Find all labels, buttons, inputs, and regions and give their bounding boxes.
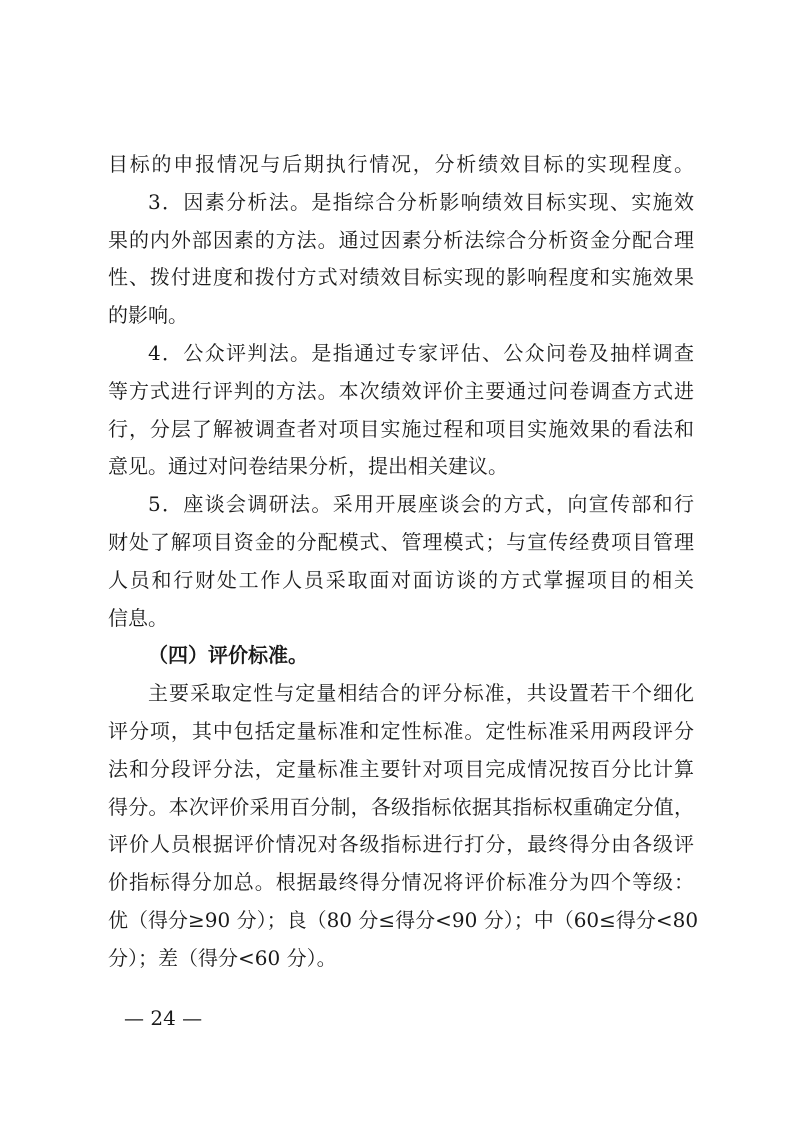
- paragraph-line: 分）；差（得分<60 分）。: [108, 945, 337, 970]
- paragraph-line: 主要采取定性与定量相结合的评分标准，共设置若干个细化: [148, 681, 694, 706]
- paragraph-line: 的影响。: [108, 303, 188, 328]
- paragraph-line: 果的内外部因素的方法。通过因素分析法综合分析资金分配合理: [108, 227, 694, 252]
- paragraph-line: 3．因素分析法。是指综合分析影响绩效目标实现、实施效: [148, 189, 694, 214]
- page-number: — 24 —: [124, 1006, 203, 1030]
- paragraph-line: 评价人员根据评价情况对各级指标进行打分，最终得分由各级评: [108, 832, 694, 857]
- paragraph-line: 法和分段评分法，定量标准主要针对项目完成情况按百分比计算: [108, 756, 694, 781]
- paragraph-line: 财处了解项目资金的分配模式、管理模式；与宣传经费项目管理: [108, 529, 694, 554]
- paragraph-line: 行，分层了解被调查者对项目实施过程和项目实施效果的看法和: [108, 416, 694, 441]
- paragraph-line: 得分。本次评价采用百分制，各级指标依据其指标权重确定分值，: [108, 794, 694, 819]
- paragraph-line: 信息。: [108, 605, 168, 630]
- paragraph-line: 人员和行财处工作人员采取面对面访谈的方式掌握项目的相关: [108, 567, 694, 592]
- paragraph-line: 评分项，其中包括定量标准和定性标准。定性标准采用两段评分: [108, 718, 694, 743]
- paragraph-line: 等方式进行评判的方法。本次绩效评价主要通过问卷调查方式进: [108, 378, 694, 403]
- paragraph-line: 优（得分≥90 分）；良（80 分≤得分<90 分）；中（60≤得分<80: [108, 907, 699, 932]
- document-body: [108, 146, 699, 978]
- section-heading: （四）评价标准。: [148, 643, 308, 668]
- paragraph-line: 目标的申报情况与后期执行情况，分析绩效目标的实现程度。: [108, 152, 694, 176]
- paragraph-line: 性、拨付进度和拨付方式对绩效目标实现的影响程度和实施效果: [108, 265, 694, 290]
- paragraph-line: 价指标得分加总。根据最终得分情况将评价标准分为四个等级：: [108, 870, 694, 895]
- paragraph-line: 4．公众评判法。是指通过专家评估、公众问卷及抽样调查: [148, 340, 694, 365]
- paragraph-line: 5．座谈会调研法。采用开展座谈会的方式，向宣传部和行: [148, 492, 694, 517]
- paragraph-line: 意见。通过对问卷结果分析，提出相关建议。: [108, 454, 508, 479]
